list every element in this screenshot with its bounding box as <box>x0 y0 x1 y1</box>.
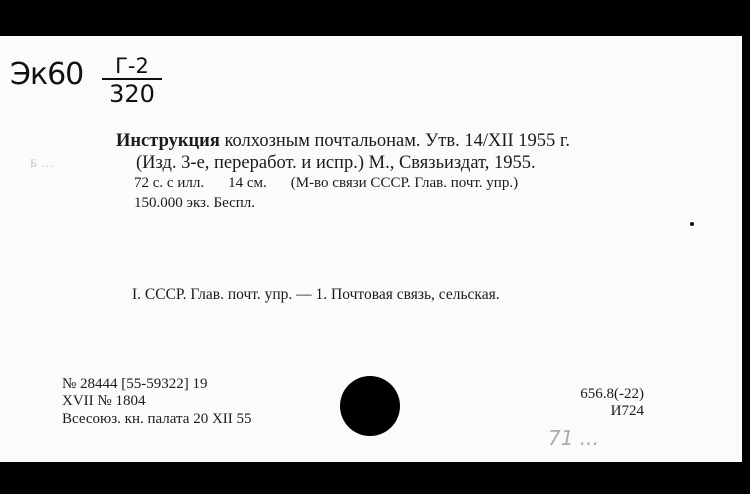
catalog-card <box>0 36 742 462</box>
shelf-mark-fraction <box>102 56 162 106</box>
subject-tracings: I. СССР. Глав. почт. упр. — 1. Почтовая связь, сельская. <box>132 286 500 303</box>
entry-series: (М-во связи СССР. Глав. почт. упр.) <box>290 175 519 192</box>
entry-heading: Инструкция <box>116 131 220 151</box>
author-mark: И724 <box>610 403 644 420</box>
entry-physical-description <box>116 174 676 194</box>
entry-size: 14 см. <box>228 175 267 192</box>
entry-line-1 <box>116 130 676 152</box>
registration-chamber: Всесоюз. кн. палата 20 XII 55 <box>62 410 252 427</box>
classification-info <box>580 386 644 421</box>
entry-title: колхозным почтальонам. Утв. 14/XII 1955 г. <box>219 131 571 151</box>
punch-hole <box>340 376 400 436</box>
shelf-mark-main: Эк60 <box>10 57 84 92</box>
entry-line-2: (Изд. 3-е, переработ. и испр.) М., Связьиздат, 1955. <box>136 153 536 174</box>
shelf-mark-denominator: 320 <box>109 80 155 108</box>
entry-pages: 72 с. с илл. <box>134 175 205 192</box>
entry-print-run: 150.000 экз. Беспл. <box>134 194 256 211</box>
bibliographic-entry <box>116 130 676 213</box>
registration-info <box>62 376 252 428</box>
udc-classification: 656.8(-22) <box>580 386 644 402</box>
ink-dot <box>690 222 694 226</box>
shelf-mark-numerator: Г-2 <box>115 54 149 78</box>
registration-number: № 28444 [55-59322] 19 <box>62 376 208 392</box>
registration-volume: XVII № 1804 <box>62 393 146 410</box>
handwritten-note: 71 ... <box>548 426 599 450</box>
margin-note: Б ... <box>30 156 54 170</box>
